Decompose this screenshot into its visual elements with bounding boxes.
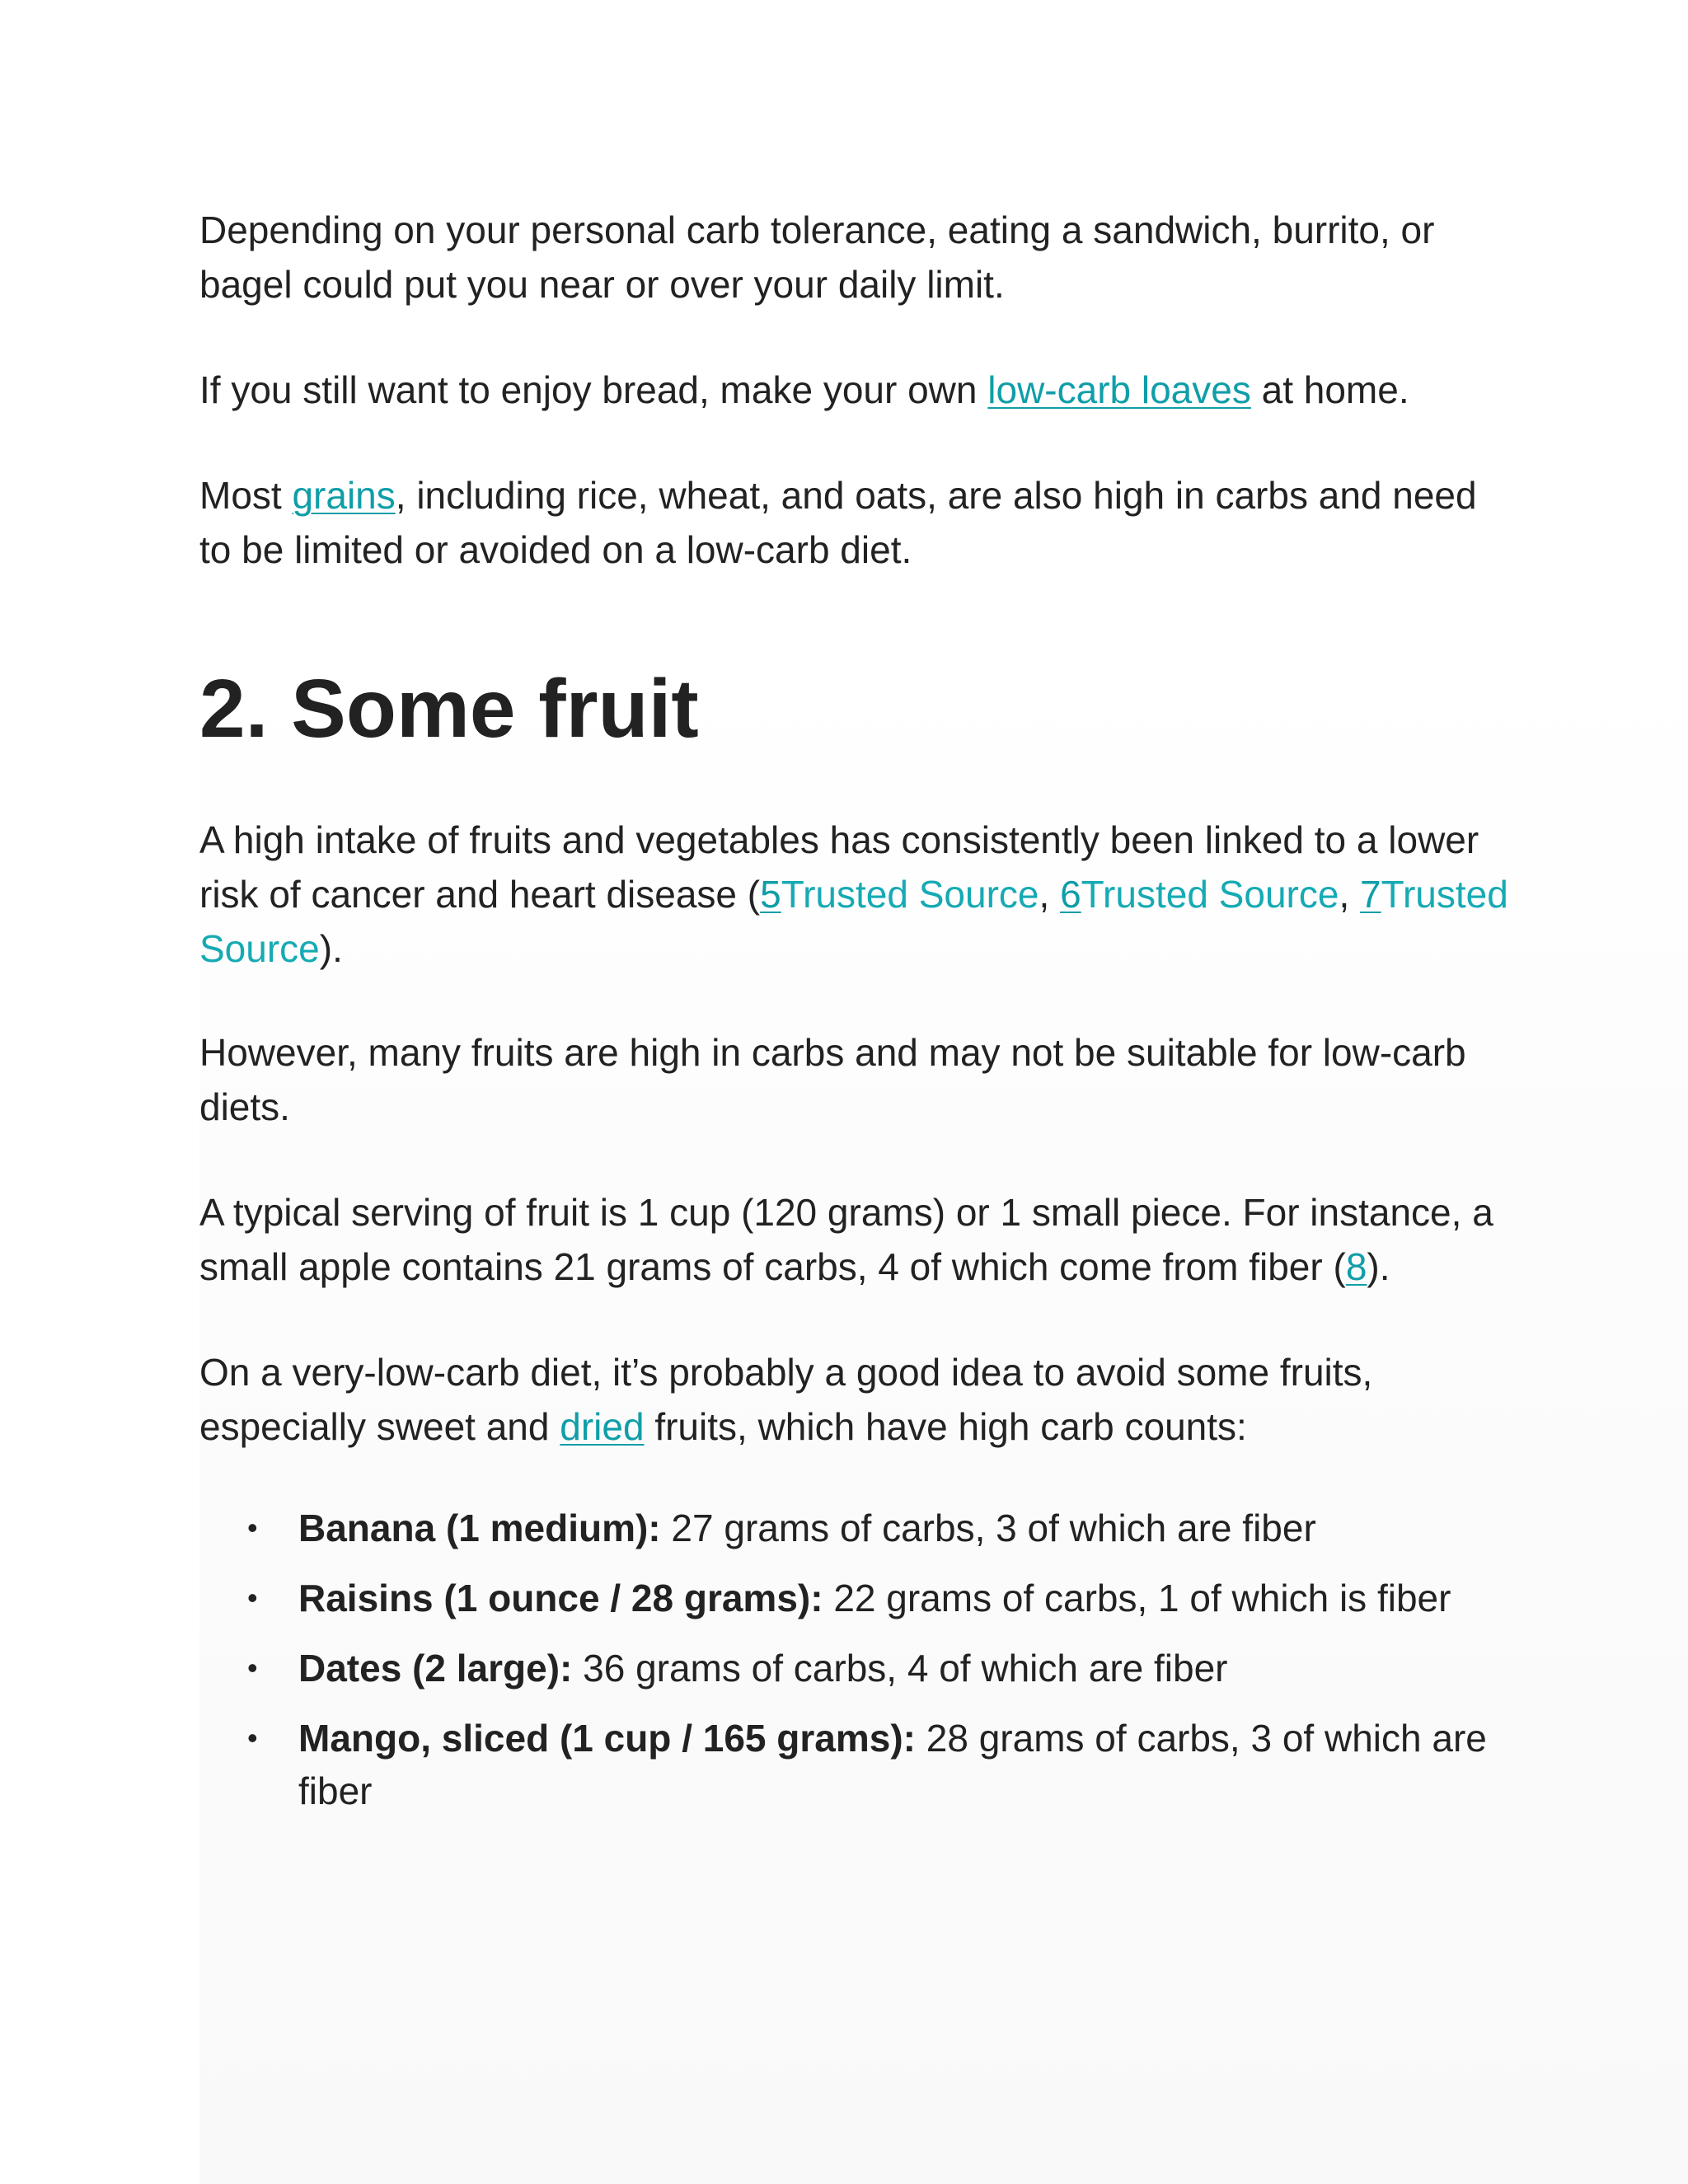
- list-item-label: Dates (2 large):: [298, 1647, 573, 1690]
- list-item: [199, 1572, 1518, 1624]
- list-item-text: 27 grams of carbs, 3 of which are fiber: [660, 1507, 1316, 1549]
- bullet-icon: •: [247, 1511, 258, 1544]
- list-item-text: 28 grams of carbs, 3 of which are fiber: [298, 1717, 1487, 1812]
- list-item: [199, 1712, 1518, 1817]
- trusted-source-label[interactable]: Trusted Source: [781, 873, 1039, 916]
- reference-8-link[interactable]: 8: [1345, 1245, 1367, 1288]
- paragraph-bread: [199, 363, 1518, 417]
- paragraph-text: A typical serving of fruit is 1 cup (120 grams) or 1 small piece. For instance, a small apple contains 21 grams of carbs, 4 of which come from fiber (: [199, 1191, 1493, 1288]
- list-item-label: Mango, sliced (1 cup / 165 grams):: [298, 1717, 916, 1760]
- paragraph-text: Depending on your personal carb tolerance, eating a sandwich, burrito, or bagel could put you near or over your daily limit.: [199, 209, 1435, 306]
- separator: ,: [1039, 873, 1061, 916]
- paragraph-serving: [199, 1185, 1518, 1294]
- reference-7-link[interactable]: 7: [1360, 873, 1381, 916]
- paragraph-text: , including rice, wheat, and oats, are also high in carbs and need to be limited or avoided on a low-carb diet.: [199, 474, 1477, 571]
- paragraph-text: However, many fruits are high in carbs and may not be suitable for low-carb diets.: [199, 1031, 1466, 1128]
- bullet-icon: •: [247, 1651, 258, 1685]
- separator: ,: [1339, 873, 1360, 916]
- reference-6-link[interactable]: 6: [1060, 873, 1081, 916]
- list-item-text: 22 grams of carbs, 1 of which is fiber: [823, 1577, 1451, 1619]
- list-item-label: Banana (1 medium):: [298, 1507, 661, 1549]
- trusted-source-label[interactable]: Trusted Source: [1081, 873, 1339, 916]
- paragraph-text: A high intake of fruits and vegetables has consistently been linked to a lower risk of cancer and heart disease (: [199, 818, 1479, 916]
- reference-5-link[interactable]: 5: [760, 873, 781, 916]
- paragraph-text: ).: [1367, 1245, 1390, 1288]
- paragraph-high-carb-fruits: [199, 1025, 1518, 1134]
- paragraph-grains: [199, 468, 1518, 577]
- paragraph-text: ).: [319, 927, 343, 970]
- list-item: [199, 1502, 1518, 1554]
- section-heading: 2. Some fruit: [199, 663, 699, 755]
- low-carb-loaves-link[interactable]: low-carb loaves: [987, 368, 1251, 411]
- bullet-icon: •: [247, 1721, 258, 1755]
- paragraph-text: fruits, which have high carb counts:: [644, 1405, 1247, 1448]
- paragraph-fruit-benefits: [199, 813, 1518, 976]
- paragraph-text: Most: [199, 474, 293, 517]
- list-item: [199, 1642, 1518, 1694]
- list-item-text: 36 grams of carbs, 4 of which are fiber: [572, 1647, 1228, 1690]
- list-item-label: Raisins (1 ounce / 28 grams):: [298, 1577, 823, 1619]
- trusted-source-label[interactable]: Trusted Source: [199, 873, 1508, 970]
- paragraph-text: at home.: [1250, 368, 1409, 411]
- paragraph-text: On a very-low-carb diet, it’s probably a good idea to avoid some fruits, especially sweet and: [199, 1351, 1373, 1448]
- bullet-icon: •: [247, 1581, 258, 1615]
- paragraph-text: If you still want to enjoy bread, make your own: [199, 368, 988, 411]
- grains-link[interactable]: grains: [292, 474, 396, 517]
- paragraph-carb-tolerance: [199, 203, 1518, 312]
- fruit-carb-list: [199, 1502, 1518, 1835]
- dried-link[interactable]: dried: [560, 1405, 645, 1448]
- paragraph-avoid-fruits: [199, 1345, 1518, 1454]
